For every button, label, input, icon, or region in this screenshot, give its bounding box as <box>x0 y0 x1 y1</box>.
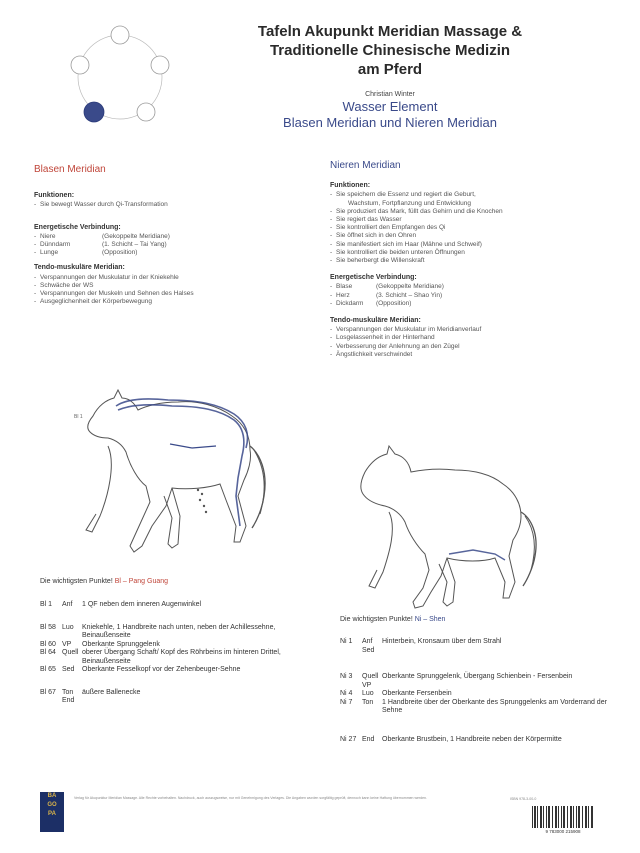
table-row: Ni 4 Luo Oberkante Fersenbein <box>340 690 452 697</box>
list-item: - Schwäche der WS <box>34 281 94 289</box>
table-row: Bl 64 Quell oberer Übergang Schaft/ Kopf des Röhrbeins im hinteren Drittel, Beinaußenseite <box>40 649 281 665</box>
points-heading-left: Die wichtigsten Punkte! Bl – Pang Guang <box>40 578 169 585</box>
publisher-logo: BA GO PA <box>40 792 64 832</box>
energ-heading: Energetische Verbindung: <box>34 223 121 231</box>
author: Christian Winter <box>365 91 415 98</box>
points-heading-right: Die wichtigsten Punkte! Ni – Shen <box>340 616 446 623</box>
element-metal-node <box>137 103 155 121</box>
element-earth-node <box>151 56 169 74</box>
list-item: - Sie kontrolliert den Empfangen des Qi <box>330 224 446 232</box>
funktionen-heading: Funktionen: <box>34 192 75 200</box>
list-item: Wachstum, Fortpflanzung und Entwicklung <box>348 199 471 207</box>
list-item: - Verbesserung der Anlehnung an den Zügel <box>330 342 460 350</box>
list-item: - Sie beherbergt die Willenskraft <box>330 257 425 265</box>
energ-heading: Energetische Verbindung: <box>330 274 417 282</box>
section-title: Blasen Meridian <box>34 164 106 175</box>
list-item: - Sie öffnet sich in den Ohren <box>330 232 417 240</box>
table-row: Bl 67 Ton End äußere Ballenecke <box>40 688 141 704</box>
element-water-node <box>84 102 104 122</box>
footer-legal-text: Verlag für Akupunktur Meridian Massage. Alle Rechte vorbehalten. Nachdruck, auch auszugsweise, nur mit Genehmigung des Verlages. Die Angaben wurden sorgfältig geprüft, dennoch kann keine Haftung übernommen werden. <box>74 796 427 800</box>
element-title: Wasser Element <box>342 99 438 114</box>
list-item: - Losgelassenheit in der Hinterhand <box>330 334 435 342</box>
list-item: - Niere (Gekoppelte Meridiane) <box>34 232 170 240</box>
page-title <box>200 22 580 79</box>
table-row: Bl 60 VP Oberkante Sprunggelenk <box>40 640 160 648</box>
footer-isbn: ISBN 978-3-00-0 <box>510 797 537 801</box>
title-line: am Pferd <box>357 61 423 78</box>
table-row: Ni 3 Quell VP Oberkante Sprunggelenk, Übergang Schienbein - Fersenbein <box>340 673 573 689</box>
list-item: - Herz (3. Schicht – Shao Yin) <box>330 291 443 299</box>
list-item: - Dünndarm (1. Schicht – Tai Yang) <box>34 241 167 249</box>
element-wood-node <box>71 56 89 74</box>
table-row: Bl 1 Anf 1 QF neben dem inneren Augenwinkel <box>40 601 202 608</box>
barcode-digits: 9 783000 215908 <box>545 829 581 834</box>
list-item: - Verspannungen der Muskeln und Sehnen des Halses <box>34 290 194 298</box>
list-item: - Sie produziert das Mark, füllt das Gehirn und die Knochen <box>330 207 503 215</box>
list-item: - Sie manifestiert sich im Haar (Mähne und Schweif) <box>330 240 482 248</box>
barcode <box>530 806 596 834</box>
table-row: Ni 1 Anf Sed Hinterbein, Kronsaum über dem Strahl <box>340 638 502 654</box>
blasen-meridian-section <box>34 166 309 306</box>
kidney-points-list <box>340 638 610 753</box>
list-item: - Lunge (Opposition) <box>34 249 138 257</box>
horse-bladder-meridian-illustration <box>68 376 278 566</box>
section-title: Nieren Meridian <box>330 160 401 171</box>
table-row: Bl 65 Sed Oberkante Fesselkopf vor der Zehenbeuger-Sehne <box>40 666 241 673</box>
title-line: Tafeln Akupunkt Meridian Massage & <box>257 23 523 40</box>
nieren-meridian-section <box>330 162 610 359</box>
table-row: Ni 7 Ton 1 Handbreite über der Oberkante des Sprunggelenks am Vorderrand der Sehne <box>340 698 607 714</box>
element-fire-node <box>111 26 129 44</box>
tendo-heading: Tendo-muskuläre Meridian: <box>330 317 421 325</box>
list-item: - Blase (Gekoppelte Meridiane) <box>330 283 444 291</box>
list-item: - Sie speichern die Essenz und regiert die Geburt, <box>330 191 476 199</box>
table-row: Bl 58 Luo Kniekehle, 1 Handbreite nach unten, neben der Achillessehne, Beinaußenseite <box>40 623 276 639</box>
five-element-cycle-diagram <box>60 22 180 132</box>
list-item: - Sie regiert das Wasser <box>330 216 402 224</box>
table-row: Ni 27 End Oberkante Brustbein, 1 Handbreite neben der Körpermitte <box>340 735 562 743</box>
meridian-pair-title: Blasen Meridian und Nieren Meridian <box>283 115 497 130</box>
list-item: - Ängstlichkeit verschwindet <box>330 350 413 358</box>
funktionen-heading: Funktionen: <box>330 182 371 190</box>
list-item: - Sie bewegt Wasser durch Qi-Transformation <box>34 201 168 209</box>
svg-text:Bl 1: Bl 1 <box>74 414 83 420</box>
title-line: Traditionelle Chinesische Medizin <box>269 42 511 59</box>
list-item: - Sie kontrolliert die beiden unteren Öffnungen <box>330 248 465 256</box>
list-item: - Verspannungen der Muskulatur in der Kniekehle <box>34 273 179 281</box>
horse-kidney-meridian-illustration <box>345 442 545 612</box>
list-item: - Ausgeglichenheit der Körperbewegung <box>34 298 153 306</box>
bladder-points-list <box>40 601 320 715</box>
list-item: - Verspannungen der Muskulatur im Meridianverlauf <box>330 326 482 334</box>
tendo-heading: Tendo-muskuläre Meridian: <box>34 264 125 272</box>
list-item: - Dickdarm (Opposition) <box>330 299 412 307</box>
